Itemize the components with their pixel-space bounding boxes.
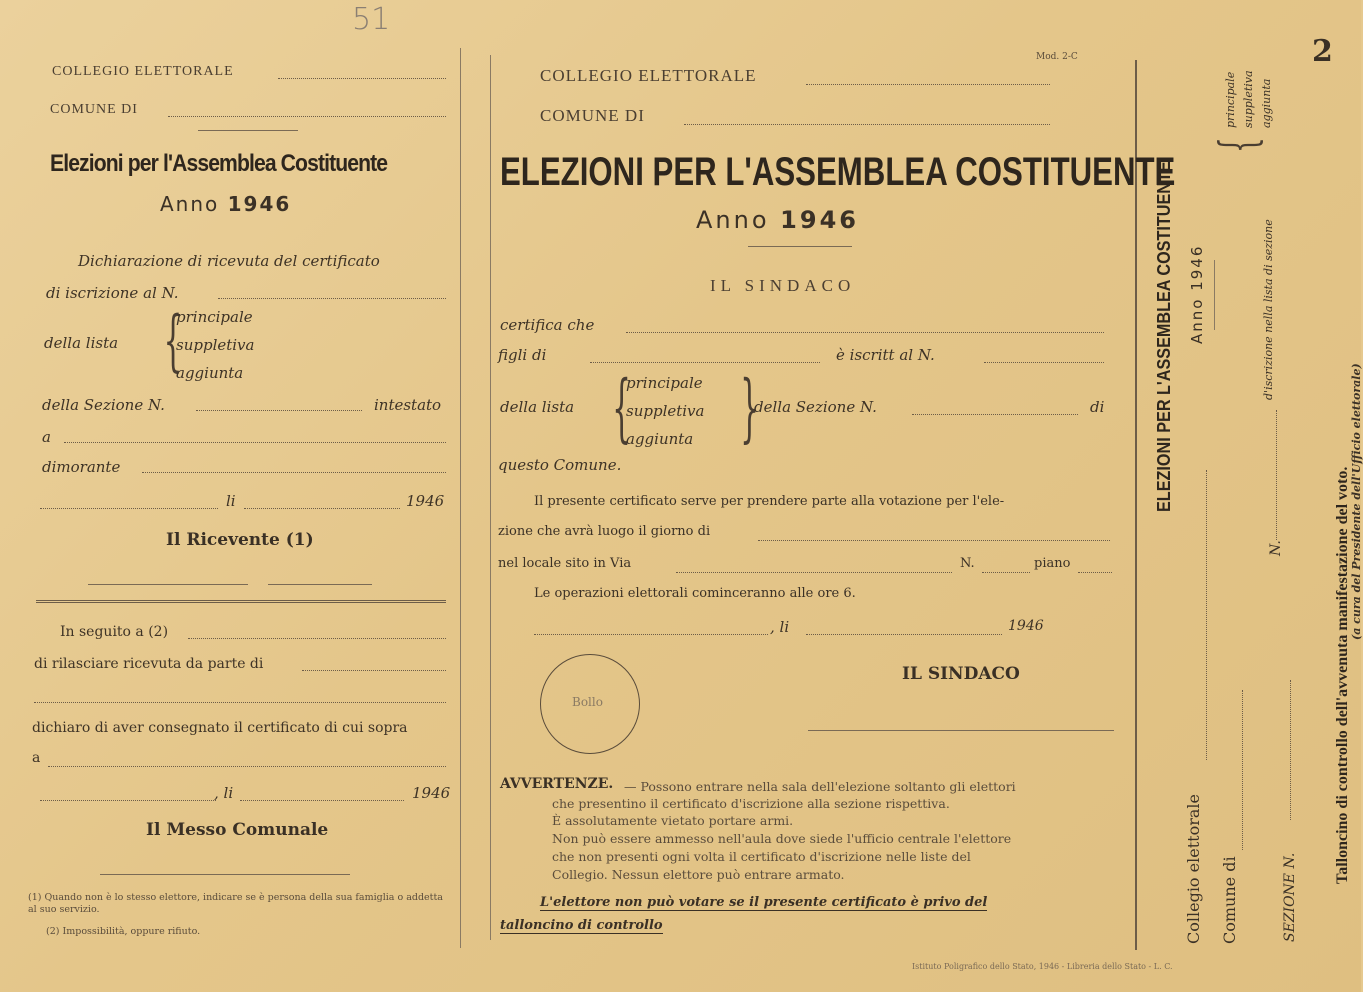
left-della-lista: della lista <box>44 334 119 352</box>
center-anno <box>696 206 859 234</box>
left-dimorante: dimorante <box>42 458 121 476</box>
avvertenze-line-2: che presentino il certificato d'iscrizione alla sezione rispettiva. <box>552 796 950 811</box>
stub-n-line <box>1276 410 1277 540</box>
left-footnote2: (2) Impossibilità, oppure rifiuto. <box>46 926 201 937</box>
left-date2-line <box>240 800 404 801</box>
left-footnote1: (1) Quando non è lo stesso elettore, indicare se è persona della sua famiglia o addetta al suo servizio. <box>28 892 443 915</box>
left-anno <box>160 192 291 216</box>
avvertenze-title: AVVERTENZE. <box>500 776 614 792</box>
left-sign-line-1 <box>88 584 248 585</box>
center-title: ELEZIONI PER L'ASSEMBLEA COSTITUENTE <box>500 150 1176 194</box>
left-section-divider <box>36 600 446 603</box>
center-operazioni: Le operazioni elettorali cominceranno alle ore 6. <box>534 586 856 601</box>
left-anno-year: 1946 <box>227 192 292 216</box>
left-intestato: intestato <box>374 396 442 414</box>
center-anno-label: Anno <box>696 206 770 234</box>
bollo-label: Bollo <box>572 695 603 709</box>
center-questo-comune: questo Comune. <box>498 456 622 474</box>
center-comune-line <box>684 124 1050 125</box>
left-place-line <box>40 508 218 509</box>
left-comune-line <box>168 116 446 117</box>
center-n-line <box>982 572 1030 573</box>
center-comune-label: COMUNE DI <box>540 106 645 125</box>
stub-comune-line <box>1242 690 1243 850</box>
center-iscritti-line <box>984 362 1104 363</box>
center-lista-principale: principale <box>626 374 703 392</box>
stub-collegio: Collegio elettorale <box>1184 794 1203 944</box>
center-collegio-label: COLLEGIO ELETTORALE <box>540 66 757 85</box>
left-sign-line-2 <box>268 584 372 585</box>
center-sezione: della Sezione N. <box>754 398 877 416</box>
left-a2-label: a <box>32 750 41 766</box>
stub-anno-rule <box>1214 260 1215 330</box>
center-di: di <box>1090 398 1105 416</box>
stub-tallon-line2: (a cura del Presidente dell'Ufficio elettorale) <box>1350 363 1363 640</box>
stub-comune: Comune di <box>1220 856 1239 944</box>
left-a-label: a <box>42 428 51 446</box>
left-title: Elezioni per l'Assemblea Costituente <box>50 150 388 177</box>
avvertenze-line-6: Collegio. Nessun elettore può entrare armato. <box>552 867 845 882</box>
left-li: li <box>226 492 236 510</box>
center-giorno-line <box>758 540 1110 541</box>
left-date-line <box>244 508 400 509</box>
center-della-lista: della lista <box>500 398 575 416</box>
center-lista-aggiunta: aggiunta <box>626 430 694 448</box>
center-sindaco-sign: IL SINDACO <box>902 664 1020 684</box>
avvertenze-line-5: che non presenti ogni volta il certificato d'iscrizione nelle liste del <box>552 849 971 864</box>
left-dichiaro: dichiaro di aver consegnato il certificato di cui sopra <box>32 720 408 736</box>
center-figli-line <box>590 362 820 363</box>
left-year2: 1946 <box>412 784 451 802</box>
center-locale: nel locale sito in Via <box>498 556 632 571</box>
left-a2-line <box>48 766 446 767</box>
left-sezione-label: della Sezione N. <box>42 396 165 414</box>
center-li: , li <box>770 618 790 636</box>
stub-tallon-line1: Talloncino di controllo dell'avvenuta manifestazione del voto. <box>1334 466 1351 884</box>
center-date-line <box>806 634 1002 635</box>
stub-iscrizione: d'iscrizione nella lista di sezione <box>1262 219 1275 400</box>
left-lista-principale: principale <box>176 308 253 326</box>
left-collegio-line <box>278 78 446 79</box>
left-a-line <box>64 442 446 443</box>
center-anno-year: 1946 <box>780 206 859 234</box>
center-sezione-line <box>912 414 1078 415</box>
left-in-seguito: In seguito a (2) <box>60 624 169 640</box>
center-certifica: certifica che <box>500 316 595 334</box>
center-piano-line <box>1078 572 1112 573</box>
left-lista-brace: { <box>163 302 183 379</box>
form-number: 2 <box>1312 34 1333 69</box>
left-sezione-line <box>196 410 362 411</box>
avvertenze-line-4: Non può essere ammesso nell'aula dove siede l'ufficio centrale l'elettore <box>552 831 1012 846</box>
left-ricevente: Il Ricevente (1) <box>166 530 314 550</box>
center-lista-suppletiva: suppletiva <box>626 402 705 420</box>
left-lista-aggiunta: aggiunta <box>176 364 244 382</box>
model-code: Mod. 2-C <box>1036 52 1078 62</box>
left-messo: Il Messo Comunale <box>146 820 329 840</box>
stub-sezione-line <box>1290 680 1291 820</box>
left-iscrizione-line <box>218 298 446 299</box>
center-via-line <box>676 572 952 573</box>
left-dimorante-line <box>142 472 446 473</box>
stub-collegio-line <box>1206 470 1207 760</box>
left-comune-label: COMUNE DI <box>50 102 138 117</box>
stub-lista-principale: principale <box>1224 71 1237 128</box>
left-declaration-line1: Dichiarazione di ricevuta del certificato <box>78 252 380 270</box>
left-collegio-label: COLLEGIO ELETTORALE <box>52 64 234 79</box>
center-collegio-line <box>806 84 1050 85</box>
stub-title: ELEZIONI PER L'ASSEMBLEA COSTITUENTE <box>1154 161 1174 513</box>
page-mark: 51 <box>352 2 391 37</box>
left-messo-sign-line <box>100 874 350 875</box>
left-separator <box>460 48 461 948</box>
center-n-label: N. <box>960 556 975 571</box>
center-certifica-line <box>626 332 1104 333</box>
left-year: 1946 <box>406 492 445 510</box>
left-lista-suppletiva: suppletiva <box>176 336 255 354</box>
stub-lista-suppletiva: suppletiva <box>1242 70 1255 128</box>
center-year: 1946 <box>1008 618 1044 634</box>
center-left-border <box>490 55 491 940</box>
avvertenze-line-3: È assolutamente vietato portare armi. <box>552 813 794 828</box>
left-rilasciare: di rilasciare ricevuta da parte di <box>34 656 264 672</box>
left-short-rule <box>198 130 298 131</box>
left-declaration-line2: di iscrizione al N. <box>46 284 179 302</box>
left-in-seguito-line <box>188 638 446 639</box>
center-place-line <box>534 634 768 635</box>
center-sindaco-heading: IL SINDACO <box>710 276 856 295</box>
center-piano: piano <box>1034 556 1071 571</box>
center-presente-line2: zione che avrà luogo il giorno di <box>498 524 711 539</box>
left-rilasciare-line <box>302 670 446 671</box>
left-blank-line <box>34 702 446 703</box>
stub-lista-aggiunta: aggiunta <box>1260 78 1273 128</box>
stub-sezione: SEZIONE N. <box>1282 852 1298 942</box>
center-figli: figli di <box>498 346 547 364</box>
warning-line1: L'elettore non può votare se il presente certificato è privo del <box>540 895 988 910</box>
stub-anno: Anno 1946 <box>1188 244 1206 344</box>
warning-line2: talloncino di controllo <box>500 918 663 933</box>
center-sindaco-sign-line <box>808 730 1114 731</box>
center-iscritti: è iscritt al N. <box>836 346 935 364</box>
left-anno-label: Anno <box>160 192 220 216</box>
left-li2: , li <box>214 784 234 802</box>
stub-n: N. <box>1268 540 1284 556</box>
center-anno-rule <box>748 246 852 247</box>
center-presente-line1: Il presente certificato serve per prendere parte alla votazione per l'ele- <box>534 494 1005 509</box>
printer-credit: Istituto Poligrafico dello Stato, 1946 - Libreria dello Stato - L. C. <box>912 962 1173 971</box>
center-lista-brace-open: { <box>612 365 631 451</box>
left-place2-line <box>40 800 216 801</box>
avvertenze-line-1: — Possono entrare nella sala dell'elezione soltanto gli elettori <box>624 779 1016 794</box>
stub-lista-brace: { <box>1208 137 1267 153</box>
center-lista-brace-close: } <box>740 365 759 451</box>
